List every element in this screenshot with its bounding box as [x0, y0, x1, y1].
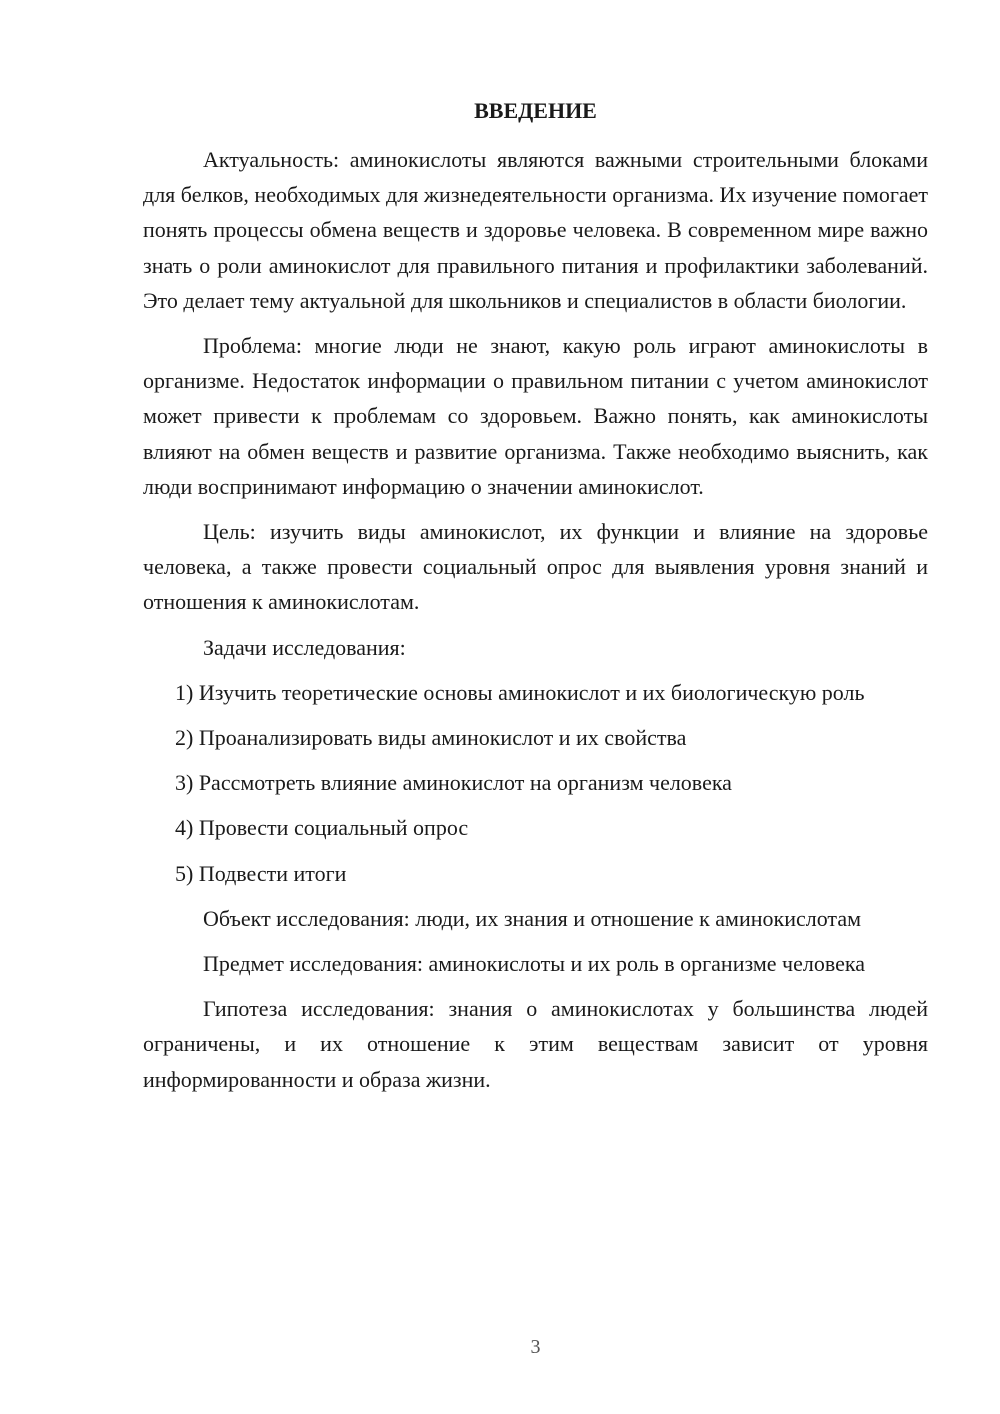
task-item-5: 5) Подвести итоги — [175, 860, 347, 886]
paragraph-object: Объект исследования: люди, их знания и отношение к аминокислотам — [203, 905, 862, 931]
page-number: 3 — [530, 1336, 541, 1358]
document-body — [143, 142, 928, 1107]
paragraph-subject: Предмет исследования: аминокислоты и их роль в организме человека — [203, 951, 865, 977]
task-item-4: 4) Провести социальный опрос — [175, 815, 469, 841]
document-page — [143, 0, 928, 1414]
page-title: ВВЕДЕНИЕ — [474, 98, 597, 123]
paragraph-relevance: Актуальность: аминокислоты являются важными строительными блоками для белков, необходимых для жизнедеятельности организма. Их изучение помогает понять процессы обмена веществ и здоровье человека. В современном мире важно знать о роли аминокислот для правильного питания и профилактики заболеваний. Это делает тему актуальной для школьников и специалистов в области биологии. — [143, 147, 928, 313]
paragraph-hypothesis: Гипотеза исследования: знания о аминокислотах у большинства людей ограничены, и их отношение к этим веществам зависит от уровня информированности и образа жизни. — [143, 996, 928, 1092]
task-item-1: 1) Изучить теоретические основы аминокислот и их биологическую роль — [175, 679, 865, 705]
paragraph-tasks-heading: Задачи исследования: — [203, 634, 406, 660]
task-item-3: 3) Рассмотреть влияние аминокислот на организм человека — [175, 770, 732, 796]
paragraph-goal: Цель: изучить виды аминокислот, их функции и влияние на здоровье человека, а также провести социальный опрос для выявления уровня знаний и отношения к аминокислотам. — [143, 519, 928, 615]
paragraph-problem: Проблема: многие люди не знают, какую роль играют аминокислоты в организме. Недостаток информации о правильном питании с учетом аминокислот может привести к проблемам со здоровьем. Важно понять, как аминокислоты влияют на обмен веществ и развитие организма. Также необходимо выяснить, как люди воспринимают информацию о значении аминокислот. — [143, 333, 928, 499]
task-item-2: 2) Проанализировать виды аминокислот и их свойства — [175, 725, 687, 751]
